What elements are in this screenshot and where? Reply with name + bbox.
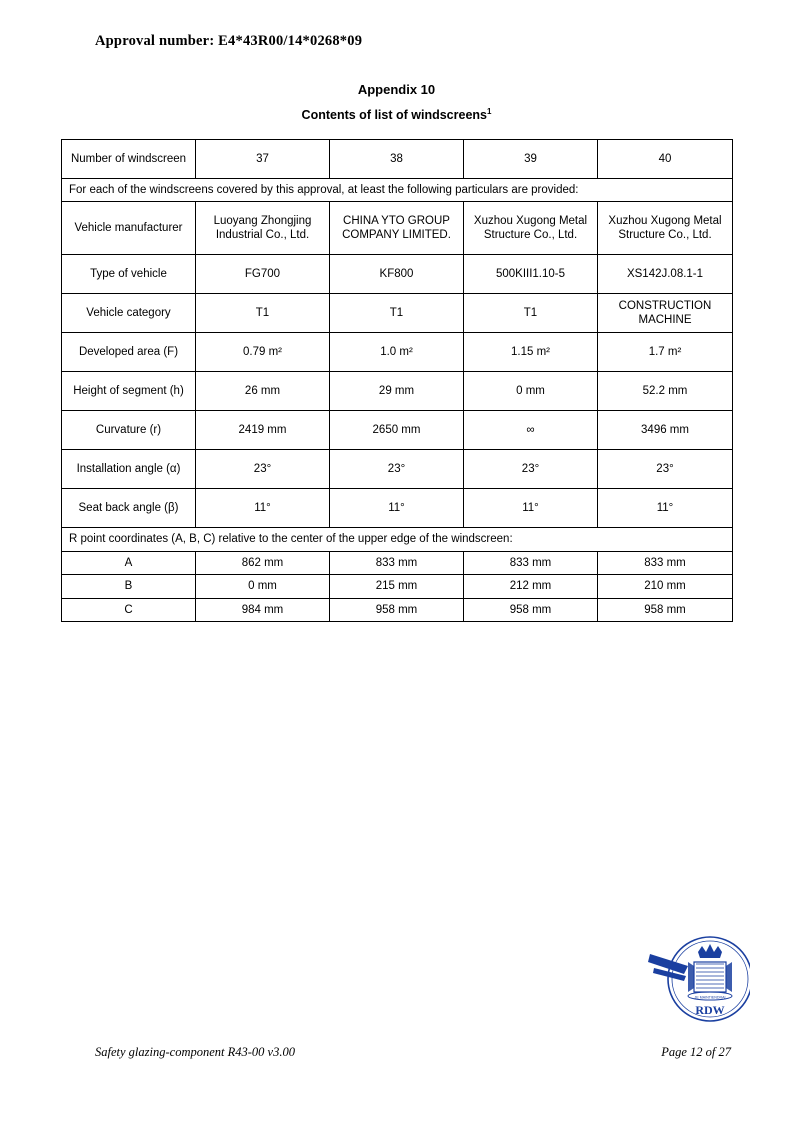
cell-category-2: T1	[330, 294, 464, 333]
row-label-seat-back-angle: Seat back angle (β)	[62, 489, 196, 528]
particulars-note-cell: For each of the windscreens covered by this approval, at least the following particulars are provided:	[62, 179, 733, 202]
table-row	[62, 202, 733, 255]
cell-height-3: 0 mm	[464, 372, 598, 411]
row-label-manufacturer: Vehicle manufacturer	[62, 202, 196, 255]
cell-category-3: T1	[464, 294, 598, 333]
approval-number-line: Approval number: E4*43R00/14*0268*09	[95, 33, 363, 49]
footer-right: Page 12 of 27	[661, 1045, 731, 1059]
table-row-particulars-note	[62, 179, 733, 202]
table-row	[62, 489, 733, 528]
cell-curvature-2: 2650 mm	[330, 411, 464, 450]
cell-seat-angle-1: 11°	[196, 489, 330, 528]
table-row	[62, 411, 733, 450]
cell-type-3: 500KIII1.10-5	[464, 255, 598, 294]
table-row	[62, 551, 733, 574]
cell-type-2: KF800	[330, 255, 464, 294]
cell-c-3: 958 mm	[464, 598, 598, 621]
table-row-header	[62, 140, 733, 179]
table-row	[62, 450, 733, 489]
cell-seat-angle-2: 11°	[330, 489, 464, 528]
cell-type-1: FG700	[196, 255, 330, 294]
table-row	[62, 598, 733, 621]
cell-a-4: 833 mm	[598, 551, 733, 574]
cell-manufacturer-2: CHINA YTO GROUP COMPANY LIMITED.	[330, 202, 464, 255]
row-label-vehicle-category: Vehicle category	[62, 294, 196, 333]
cell-area-3: 1.15 m²	[464, 333, 598, 372]
row-label-curvature: Curvature (r)	[62, 411, 196, 450]
cell-manufacturer-1: Luoyang Zhongjing Industrial Co., Ltd.	[196, 202, 330, 255]
cell-curvature-4: 3496 mm	[598, 411, 733, 450]
cell-category-1: T1	[196, 294, 330, 333]
cell-a-3: 833 mm	[464, 551, 598, 574]
cell-area-4: 1.7 m²	[598, 333, 733, 372]
stamp-motto-text: JE MAINTIENDRAI	[694, 995, 726, 1000]
header-value-cell-4: 40	[598, 140, 733, 179]
cell-a-2: 833 mm	[330, 551, 464, 574]
rdw-stamp	[640, 932, 750, 1032]
cell-b-3: 212 mm	[464, 575, 598, 598]
appendix-title: Appendix 10	[357, 82, 436, 97]
contents-title	[0, 107, 793, 122]
row-label-installation-angle: Installation angle (α)	[62, 450, 196, 489]
cell-a-1: 862 mm	[196, 551, 330, 574]
table-row	[62, 575, 733, 598]
cell-manufacturer-3: Xuzhou Xugong Metal Structure Co., Ltd.	[464, 202, 598, 255]
table-row	[62, 255, 733, 294]
cell-manufacturer-4: Xuzhou Xugong Metal Structure Co., Ltd.	[598, 202, 733, 255]
header-label-cell: Number of windscreen	[62, 140, 196, 179]
contents-title-text: Contents of list of windscreens	[301, 108, 487, 123]
cell-b-1: 0 mm	[196, 575, 330, 598]
cell-c-2: 958 mm	[330, 598, 464, 621]
table-row	[62, 372, 733, 411]
row-label-a: A	[62, 551, 196, 574]
cell-category-4: CONSTRUCTION MACHINE	[598, 294, 733, 333]
cell-curvature-3: ∞	[464, 411, 598, 450]
header-value-cell-3: 39	[464, 140, 598, 179]
row-label-b: B	[62, 575, 196, 598]
cell-height-1: 26 mm	[196, 372, 330, 411]
windscreen-table	[61, 139, 733, 622]
header-value-cell-2: 38	[330, 140, 464, 179]
header-value-cell-1: 37	[196, 140, 330, 179]
stamp-label-text: RDW	[695, 1003, 725, 1017]
cell-seat-angle-3: 11°	[464, 489, 598, 528]
cell-install-angle-2: 23°	[330, 450, 464, 489]
cell-height-4: 52.2 mm	[598, 372, 733, 411]
cell-area-2: 1.0 m²	[330, 333, 464, 372]
table-row	[62, 333, 733, 372]
table-row-rpoint-note	[62, 528, 733, 551]
cell-curvature-1: 2419 mm	[196, 411, 330, 450]
footer-left: Safety glazing-component R43-00 v3.00	[95, 1045, 295, 1059]
cell-install-angle-4: 23°	[598, 450, 733, 489]
cell-install-angle-3: 23°	[464, 450, 598, 489]
cell-b-2: 215 mm	[330, 575, 464, 598]
contents-title-footnote: 1	[486, 107, 492, 116]
cell-seat-angle-4: 11°	[598, 489, 733, 528]
rpoint-note-cell: R point coordinates (A, B, C) relative to the center of the upper edge of the windscreen:	[62, 528, 733, 551]
row-label-developed-area: Developed area (F)	[62, 333, 196, 372]
row-label-type-of-vehicle: Type of vehicle	[62, 255, 196, 294]
cell-type-4: XS142J.08.1-1	[598, 255, 733, 294]
row-label-c: C	[62, 598, 196, 621]
cell-c-4: 958 mm	[598, 598, 733, 621]
cell-install-angle-1: 23°	[196, 450, 330, 489]
cell-c-1: 984 mm	[196, 598, 330, 621]
row-label-height-of-segment: Height of segment (h)	[62, 372, 196, 411]
cell-area-1: 0.79 m²	[196, 333, 330, 372]
cell-b-4: 210 mm	[598, 575, 733, 598]
cell-height-2: 29 mm	[330, 372, 464, 411]
table-row	[62, 294, 733, 333]
